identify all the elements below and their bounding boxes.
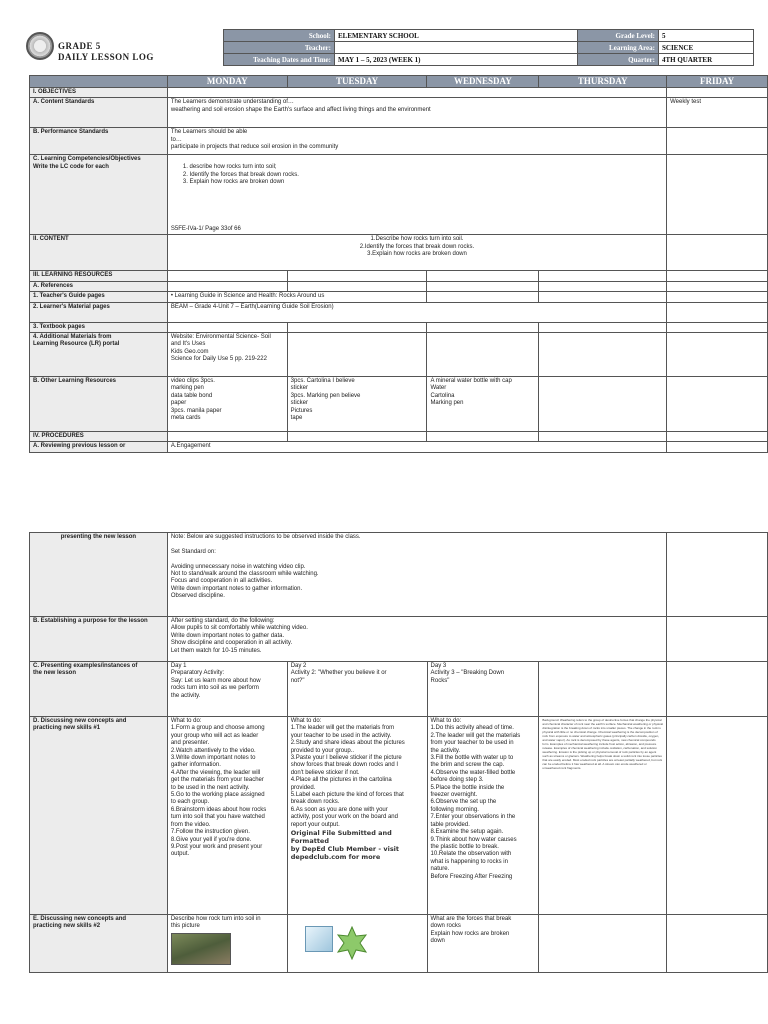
day-header-row	[30, 76, 768, 88]
purpose-label: B. Establishing a purpose for the lesson	[30, 617, 168, 662]
other-resources-label: B. Other Learning Resources	[30, 377, 168, 432]
day-wednesday: WEDNESDAY	[427, 76, 539, 88]
learners-material-text: BEAM – Grade 4-Unit 7 – Earth(Learning Guide Soil Erosion)	[167, 302, 666, 322]
area-label: Learning Area:	[578, 42, 659, 54]
discussing-1-monday: What to do: 1.Form a group and choose among your group who will act as leader and presenter. 2.Watch attentively to the video. 3.Write down important notes to gather information. 4.After the viewing, the leader will get the materials from your teacher to be used in the next activity. 5.Go to the working place assigned to each group. 6.Brainstorm ideas about how rocks turn into soil that you have watched from the video. 7.Follow the instruction given. 8.Give your yell if you're done. 9.Post your work and present your output.	[167, 717, 287, 915]
discussing-1-thursday-cell	[539, 717, 667, 915]
dates-label: Teaching Dates and Time:	[224, 54, 335, 66]
presenting-lesson-text: Note: Below are suggested instructions to be observed inside the class. Set Standard on: Avoiding unnecessary noise in watching video clip. Not to stand/walk around the classroom while watching. Focus and cooperation in all activities. Write down important notes to gather information. Observed discipline.	[167, 533, 666, 617]
teacher-label: Teacher:	[224, 42, 335, 54]
competencies-label: C. Learning Competencies/Objectives Write the LC code for each	[30, 155, 168, 235]
day-friday: FRIDAY	[667, 76, 768, 88]
deped-seal-logo	[26, 32, 54, 60]
discussing-1-tuesday-cell	[287, 717, 427, 915]
day-tuesday: TUESDAY	[287, 76, 427, 88]
review-label: A. Reviewing previous lesson or	[30, 442, 168, 453]
school-value: ELEMENTARY SCHOOL	[335, 30, 578, 42]
day-thursday: THURSDAY	[539, 76, 667, 88]
additional-materials-label: 4. Additional Materials from Learning Resource (LR) portal	[30, 333, 168, 377]
school-label: School:	[224, 30, 335, 42]
brand-dll: DAILY LESSON LOG	[58, 52, 154, 62]
teachers-guide-text: • Learning Guide in Science and Health: Rocks Around us	[167, 292, 427, 302]
day-monday: MONDAY	[167, 76, 287, 88]
other-resources-wednesday: A mineral water bottle with cap Water Cartolina Marking pen	[427, 377, 539, 432]
competency-item: 2. Identify the forces that break down rocks.	[182, 171, 299, 178]
competencies-cell	[167, 155, 666, 235]
examples-monday: Day 1 Preparatory Activity: Say: Let us learn more about how rocks turn into soil as we perform the activity.	[167, 662, 287, 717]
lesson-log-table-part1	[29, 75, 768, 453]
brand-title	[58, 41, 154, 63]
brand-grade: GRADE 5	[58, 41, 101, 51]
objectives-heading: I. OBJECTIVES	[30, 88, 168, 98]
presenting-lesson-label: presenting the new lesson	[30, 533, 168, 617]
grade-value: 5	[659, 30, 754, 42]
area-value: SCIENCE	[659, 42, 754, 54]
competency-item: 1. describe how rocks turn into soil;	[182, 164, 277, 171]
watermark-note: Original File Submitted and Formatted by DepEd Club Member - visit depedclub.com for more	[290, 829, 400, 862]
lesson-log-table-part2	[29, 532, 768, 973]
discussing-2-tuesday-cell	[287, 915, 427, 973]
performance-standards-text: The Learners should be able to… participate in projects that reduce soil erosion in the community	[167, 128, 666, 155]
quarter-value: 4TH QUARTER	[659, 54, 754, 66]
performance-standards-label: B. Performance Standards	[30, 128, 168, 155]
teacher-value	[335, 42, 578, 54]
content-text: 1.Describe how rocks turn into soil. 2.Identify the forces that break down rocks. 3.Explain how rocks are broken down	[167, 235, 666, 271]
textbook-label: 3. Textbook pages	[30, 322, 168, 332]
lc-code: S5FE-IVa-1/ Page 33of 66	[170, 226, 241, 232]
quarter-label: Quarter:	[578, 54, 659, 66]
dates-value: MAY 1 – 5, 2023 (WEEK 1)	[335, 54, 578, 66]
content-standards-label: A. Content Standards	[30, 98, 168, 128]
content-label: II. CONTENT	[30, 235, 168, 271]
discussing-1-wednesday: What to do: 1.Do this activity ahead of time. 2.The leader will get the materials from your teacher to be used in the activity. 3.Fill the bottle with water up to the brim and screw the cap. 4.Observe the water-filled bottle before doing step 3. 5.Place the bottle inside the freezer overnight. 6.Observe the set up the following morning. 7.Enter your observations in the table provided. 8.Examine the setup again. 9.Think about how water causes the plastic bottle to break. 10.Relate the observation with what is happening to rocks in nature. Before Freezing After Freezing	[427, 717, 539, 915]
discussing-2-monday: Describe how rock turn into soil in this picture	[170, 916, 261, 930]
competency-item: 3. Explain how rocks are broken down	[182, 179, 285, 186]
discussing-2-monday-cell	[167, 915, 287, 973]
rock-landscape-image	[171, 933, 231, 965]
discussing-2-label: E. Discussing new concepts and practicing new skills #2	[30, 915, 168, 973]
purpose-text: After setting standard, do the following: Allow pupils to sit comfortably while watching video. Write down important notes to gather data. Show discipline and cooperation in all activity. Let them watch for 10-15 minutes.	[167, 617, 666, 662]
ice-cubes-image	[305, 926, 333, 952]
references-label: A. References	[30, 281, 168, 291]
review-text: A.Engagement	[167, 442, 666, 453]
other-resources-tuesday: 3pcs. Cartolina I believe sticker 3pcs. Marking pen believe sticker Pictures tape	[287, 377, 427, 432]
weekly-test: Weekly test	[667, 98, 768, 128]
additional-materials-text: Website: Environmental Science- Soil and It's Uses Kids Geo.com Science for Daily Use 5 pp. 219-222	[167, 333, 287, 377]
discussing-1-tuesday: What to do: 1.The leader will get the materials from your teacher to be used in the activity. 2.Study and share ideas about the pictures provided to your group.. 3.Paste your I believe sticker if the picture show forces that break down rocks and I don't believe sticker if not. 4.Place all the pictures in the cartolina provided. 5.Label each picture the kind of forces that break down rocks. 6.As soon as you are done with your activity, post your work on the board and report your output.	[290, 718, 405, 828]
grade-label: Grade Level:	[578, 30, 659, 42]
green-star-image	[336, 926, 368, 960]
header-info-table	[223, 29, 754, 66]
procedures-heading: IV. PROCEDURES	[30, 432, 168, 442]
learners-material-label: 2. Learner's Material pages	[30, 302, 168, 322]
resources-heading: III. LEARNING RESOURCES	[30, 271, 168, 281]
teachers-guide-label: 1. Teacher's Guide pages	[30, 292, 168, 302]
examples-label: C. Presenting examples/instances of the new lesson	[30, 662, 168, 717]
background-reading: Background: Weathering refers to the group of destructive forces that change the physical and chemical character of rock near the earth's surface. Mechanical weathering or physical disintegration is the breaking down of rocks into smaller pieces. The change in the rock is physical with little or no chemical change. Chemical weathering is the decomposition of rock from exposure to water and atmospheric gases (principally carbon dioxide, oxygen, and water vapor). As rock is decomposed by these agents, new chemical compounds form. Examples of mechanical weathering include frost action, abrasion, and pressure release. Examples of chemical weathering include oxidation, carbonation, and solution weathering. Erosion is the picking up or physical removal of rock particles by an agent such as streams or glaciers. Weathering helps break down a solid rock into loose particles that are easily eroded. Most eroded rock particles are at least partially weathered, but rock can be eroded before it has weathered at all. A stream can erode weathered or unweathered rock fragments.	[542, 718, 664, 770]
examples-wednesday: Day 3 Activity 3 – "Breaking Down Rocks"	[427, 662, 539, 717]
other-resources-monday: video clips 3pcs. marking pen data table bond paper 3pcs. manila paper meta cards	[167, 377, 287, 432]
discussing-2-wednesday: What are the forces that break down rocks Explain how rocks are broken down	[427, 915, 539, 973]
examples-tuesday: Day 2 Activity 2: "Whether you believe it or not?"	[287, 662, 427, 717]
content-standards-text: The Learners demonstrate understanding of… weathering and soil erosion shape the Earth's surface and affect living things and the environment	[167, 98, 666, 128]
discussing-1-label: D. Discussing new concepts and practicing new skills #1	[30, 717, 168, 915]
